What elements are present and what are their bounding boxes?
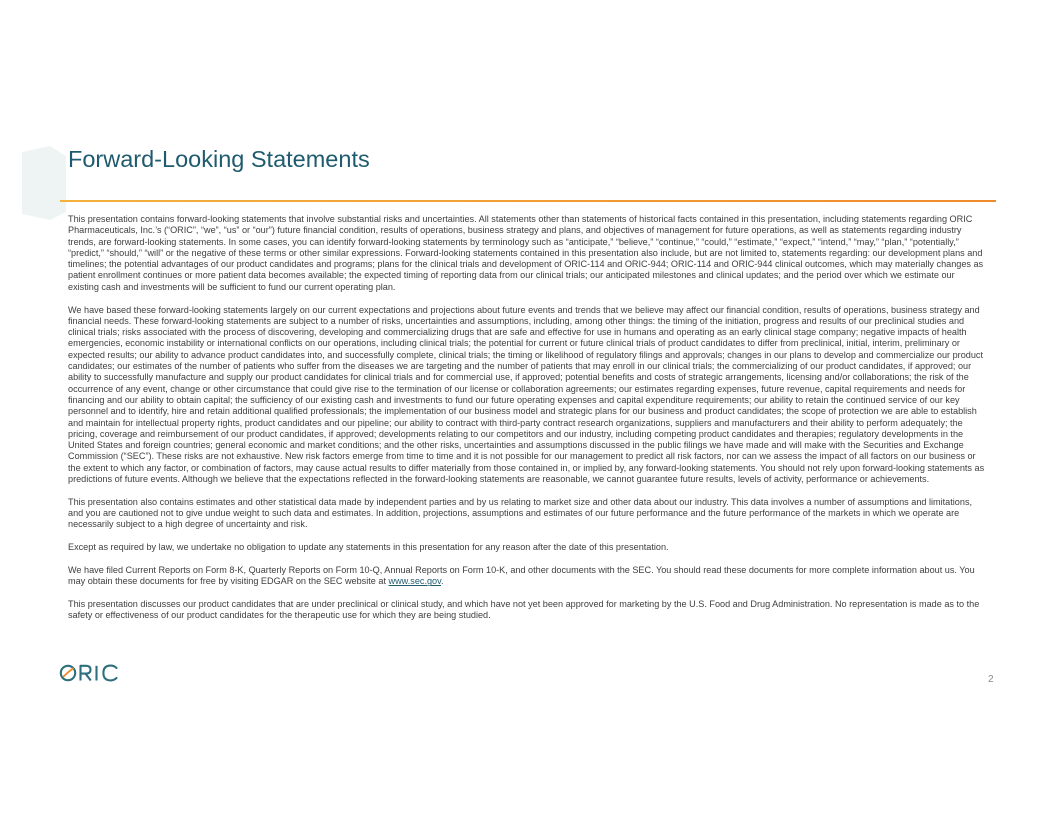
sec-text-before: We have filed Current Reports on Form 8-K, Quarterly Reports on Form 10-Q, Annual Reports on Form 10-K, and other documents with the SEC. You should read these documents for more complete information about us. You may obtain these documents for free by visiting EDGAR on the SEC website at bbox=[68, 565, 975, 587]
watermark-graphic bbox=[20, 142, 68, 224]
sec-text-after: . bbox=[441, 576, 444, 587]
paragraph-no-update: Except as required by law, we undertake no obligation to update any statements in this presentation for any reason after the date of this presentation. bbox=[68, 542, 669, 553]
oric-logo bbox=[59, 663, 125, 683]
title-divider bbox=[60, 200, 996, 202]
disclaimer-body bbox=[68, 214, 988, 633]
paragraph-intro: This presentation contains forward-looking statements that involve substantial risks and uncertainties. All statements other than statements of historical facts contained in this presentation, including statements regarding ORIC Pharmaceuticals, Inc.’s (“ORIC”, “we”, “us” or “our”) future financial condition, results of operations, business strategy and plans, and objectives of management for future operations, as well as statements regarding industry trends, are forward-looking statements. In some cases, you can identify forward-looking statements by terminology such as “anticipate,” “believe,” “continue,” “could,” “estimate,” “expect,” “intend,” “may,” “plan,” “potentially,” “predict,” “should,” “will” or the negative of these terms or other similar expressions. Forward-looking statements contained in this presentation also include, but are not limited to, statements regarding: our development plans and timelines; the potential advantages of our product candidates and programs; plans for the clinical trials and development of ORIC-114 and ORIC-944; ORIC-114 and ORIC-944 clinical outcomes, which may materially changes as patient enrollment continues or more patient data becomes available; the expected timing of reporting data from our clinical trials; our anticipated milestones and clinical updates; and the period over which we estimate our existing cash and investments will be sufficient to fund our current operating plan. bbox=[68, 214, 984, 292]
page-number: 2 bbox=[988, 674, 994, 685]
paragraph-estimates: This presentation also contains estimates and other statistical data made by independent parties and by us relating to market size and other data about our industry. This data involves a number of assumptions and limitations, and you are cautioned not to give undue weight to such data and estimates. In addition, projections, assumptions and estimates of our future performance and the future performance of the markets in which we operate are necessarily subject to a high degree of uncertainty and risk. bbox=[68, 496, 973, 530]
page-title: Forward-Looking Statements bbox=[68, 146, 370, 172]
paragraph-sec-filings bbox=[68, 565, 988, 588]
sec-website-link[interactable]: www.sec.gov bbox=[388, 576, 441, 587]
paragraph-risks: We have based these forward-looking statements largely on our current expectations and projections about future events and trends that we believe may affect our financial condition, results of operations, business strategy and financial needs. These forward-looking statements are subject to a number of risks, uncertainties and assumptions, including, among other things: the timing of the initiation, progress and results of our preclinical studies and clinical trials; risks associated with the process of discovering, developing and commercializing drugs that are safe and effective for use in humans and operating as an early clinical stage company; negative impacts of health emergencies, economic instability or international conflicts on our operations, including clinical trials; the potential for current or future clinical trials of product candidates to differ from preclinical, initial, interim, preliminary or expected results; our ability to advance product candidates into, and successfully complete, clinical trials; the timing or likelihood of regulatory filings and approvals; changes in our plans to develop and commercialize our product candidates; our estimates of the number of patients who suffer from the diseases we are targeting and the number of patients that may enroll in our clinical trials; the commercializing of our product candidates, if approved; our ability to successfully manufacture and supply our product candidates for clinical trials and for commercial use, if approved; potential benefits and costs of strategic arrangements, licensing and/or collaborations; the risk of the occurrence of any event, change or other circumstance that could give rise to the termination of our license or collaboration agreements; our estimates regarding expenses, future revenue, capital requirements and needs for financing and our ability to obtain capital; the sufficiency of our existing cash and investments to fund our future operating expenses and capital expenditure requirements; our ability to retain the continued service of our key personnel and to identify, hire and retain additional qualified professionals; the implementation of our business model and strategic plans for our business and product candidates; the scope of protection we are able to establish and maintain for intellectual property rights, product candidates and our pipeline; our ability to contract with third-party contract research organizations, suppliers and manufacturers and their ability to perform adequately; the pricing, coverage and reimbursement of our product candidates, if approved; developments relating to our competitors and our industry, including competing product candidates and therapies; regulatory developments in the United States and foreign countries; general economic and market conditions; and the other risks, uncertainties and assumptions discussed in the public filings we have made and will make with the Securities and Exchange Commission (“SEC”). These risks are not exhaustive. New risk factors emerge from time to time and it is not possible for our management to predict all risk factors, nor can we assess the impact of all factors on our business or the extent to which any factor, or combination of factors, may cause actual results to differ materially from those contained in, or implied by, any forward-looking statements. You should not rely upon forward-looking statements as predictions of future events. Although we believe that the expectations reflected in the forward-looking statements are reasonable, we cannot guarantee future results, levels of activity, performance or achievements. bbox=[68, 304, 985, 485]
paragraph-fda: This presentation discusses our product candidates that are under preclinical or clinical study, and which have not yet been approved for marketing by the U.S. Food and Drug Administration. No representation is made as to the safety or effectiveness of our product candidates for the therapeutic use for which they are being studied. bbox=[68, 599, 980, 621]
